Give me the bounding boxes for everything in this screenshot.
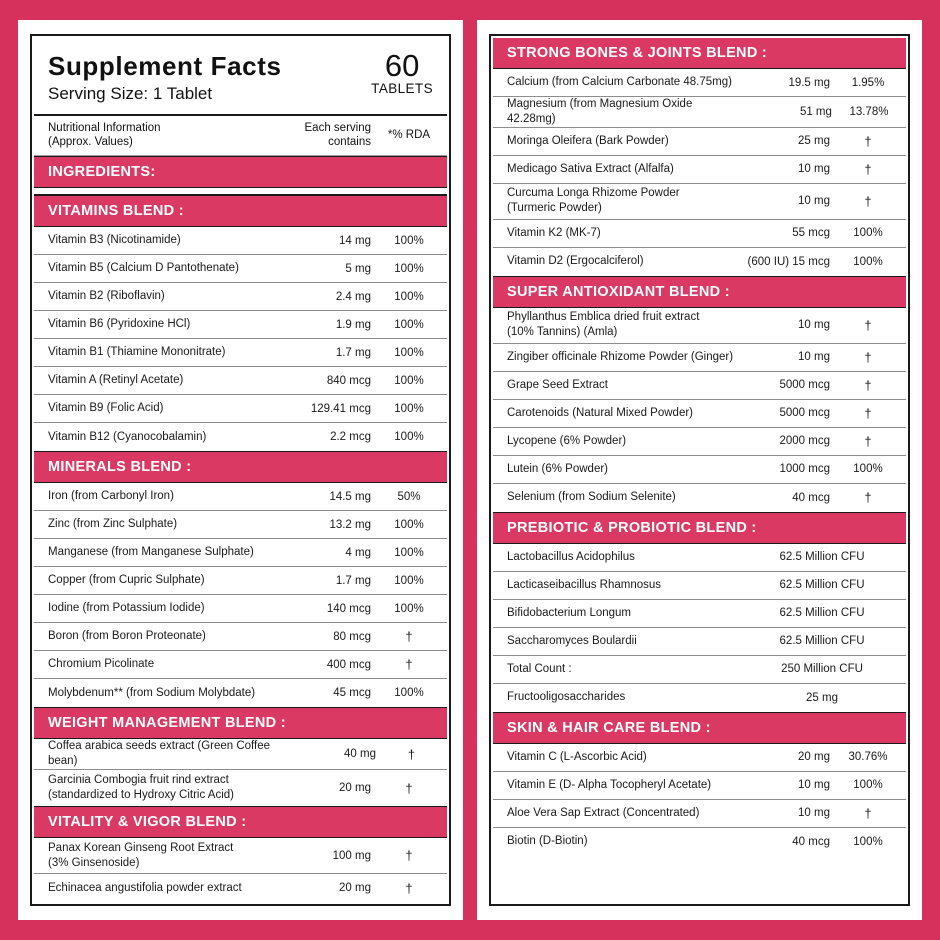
section-header: SKIN & HAIR CARE BLEND : xyxy=(493,712,906,744)
table-row xyxy=(493,572,906,600)
section-rows xyxy=(493,544,906,712)
dagger-icon: † xyxy=(864,377,872,393)
ingredient-rda xyxy=(830,162,906,177)
ingredient-rda xyxy=(830,318,906,333)
ingredient-name: Lacticaseibacillus Rhamnosus xyxy=(507,578,662,591)
ingredient-rda: 100% xyxy=(394,346,424,359)
table-row xyxy=(493,156,906,184)
ingredient-name: Lactobacillus Acidophilus xyxy=(507,550,635,563)
table-row xyxy=(34,339,447,367)
ingredient-rda: 100% xyxy=(853,227,883,240)
dagger-icon: † xyxy=(405,657,413,673)
section-header: VITAMINS BLEND : xyxy=(34,195,447,227)
table-row xyxy=(493,828,906,856)
ingredient-rda: 100% xyxy=(394,402,424,415)
ingredient-rda xyxy=(830,350,906,365)
ingredient-rda: 100% xyxy=(394,602,424,615)
ingredient-name: Magnesium (from Magnesium Oxide 42.28mg) xyxy=(507,98,693,125)
column-headers xyxy=(34,116,447,156)
ingredient-amount: 840 mcg xyxy=(326,374,371,387)
ingredient-amount: 80 mcg xyxy=(333,630,371,643)
ingredient-rda: 100% xyxy=(394,318,424,331)
table-row xyxy=(493,128,906,156)
ingredient-amount: (600 IU) 15 mcg xyxy=(747,255,830,268)
table-row xyxy=(493,684,906,712)
ingredient-name: Vitamin B5 (Calcium D Pantothenate) xyxy=(48,262,239,275)
ingredient-name: Fructooligosaccharides xyxy=(507,691,626,704)
table-row xyxy=(493,800,906,828)
dagger-icon: † xyxy=(405,848,413,863)
ingredient-rda: 100% xyxy=(394,374,424,387)
table-row xyxy=(493,744,906,772)
ingredient-rda xyxy=(830,134,906,149)
ingredient-amount: 129.41 mcg xyxy=(310,402,371,415)
ingredient-rda xyxy=(830,806,906,821)
ingredient-name-line2: (10% Tannins) (Amla) xyxy=(507,326,618,339)
table-row xyxy=(493,656,906,684)
dagger-icon: † xyxy=(864,349,872,365)
ingredient-name-line1: Panax Korean Ginseng Root Extract xyxy=(48,841,234,854)
ingredient-rda: 100% xyxy=(394,290,424,303)
ingredient-name: Coffea arabica seeds extract (Green Coffee bean) xyxy=(48,740,271,768)
ingredient-rda xyxy=(830,434,906,449)
ingredient-rda: 100% xyxy=(394,546,424,559)
ingredient-name: Chromium Picolinate xyxy=(48,658,155,671)
table-row xyxy=(34,595,447,623)
ingredient-amount: 250 Million CFU xyxy=(781,663,863,676)
ingredient-amount: 40 mcg xyxy=(792,491,830,504)
ingredient-amount: 1.7 mg xyxy=(335,346,371,359)
ingredient-rda: 100% xyxy=(394,518,424,531)
ingredient-amount: 10 mg xyxy=(798,779,830,792)
ingredient-name: Carotenoids (Natural Mixed Powder) xyxy=(507,406,693,419)
ingredient-rda: 100% xyxy=(394,262,424,275)
ingredient-name: Manganese (from Manganese Sulphate) xyxy=(48,546,254,559)
ingredient-amount: 2.2 mcg xyxy=(330,431,371,444)
ingredient-amount: 14 mg xyxy=(339,234,371,247)
ingredient-name: Vitamin B6 (Pyridoxine HCl) xyxy=(48,318,191,331)
ingredient-name: Iron (from Carbonyl Iron) xyxy=(48,490,174,503)
dagger-icon: † xyxy=(864,405,872,421)
dagger-icon: † xyxy=(864,805,872,821)
right-spacer xyxy=(493,856,906,902)
ingredient-amount: 62.5 Million CFU xyxy=(779,579,865,592)
ingredient-name: Vitamin B12 (Cyanocobalamin) xyxy=(48,430,207,443)
dagger-icon: † xyxy=(405,780,413,796)
table-row xyxy=(34,539,447,567)
ingredient-rda xyxy=(830,406,906,421)
ingredient-amount: 10 mg xyxy=(798,163,830,176)
column-header-amount-line1: Each serving xyxy=(304,121,371,134)
ingredient-amount: 1000 mcg xyxy=(779,463,830,476)
ingredient-name: Bifidobacterium Longum xyxy=(507,606,632,619)
ingredient-rda: 100% xyxy=(394,687,424,700)
page-title: Supplement Facts xyxy=(48,51,282,81)
ingredient-rda: 100% xyxy=(853,463,883,476)
ingredient-name-line1: Curcuma Longa Rhizome Powder xyxy=(507,187,680,200)
ingredient-amount: 45 mcg xyxy=(333,687,371,700)
ingredient-amount: 40 mg xyxy=(344,748,376,761)
column-header-name-line1: Nutritional Information xyxy=(48,121,161,134)
ingredient-name-line1: Phyllanthus Emblica dried fruit extract xyxy=(507,311,700,324)
ingredient-name xyxy=(34,773,279,803)
section-rows xyxy=(34,483,447,707)
table-row xyxy=(493,600,906,628)
left-sections xyxy=(34,195,447,902)
ingredient-rda: 50% xyxy=(397,490,421,503)
section-rows xyxy=(34,227,447,451)
ingredient-amount: 19.5 mg xyxy=(788,76,830,89)
table-row xyxy=(493,772,906,800)
dagger-icon: † xyxy=(864,161,872,177)
ingredient-name-line2: (standardized to Hydroxy Citric Acid) xyxy=(48,789,234,801)
table-row xyxy=(493,308,906,344)
dagger-icon: † xyxy=(864,133,872,149)
ingredient-name: Copper (from Cupric Sulphate) xyxy=(48,574,205,587)
table-row xyxy=(34,483,447,511)
ingredient-amount: 25 mg xyxy=(806,691,838,704)
section-rows xyxy=(493,308,906,512)
ingredient-name: Vitamin A (Retinyl Acetate) xyxy=(48,374,184,387)
ingredient-name: Vitamin K2 (MK-7) xyxy=(507,226,601,239)
ingredient-rda xyxy=(371,881,447,896)
column-header-name-line2: (Approx. Values) xyxy=(48,136,133,149)
dagger-icon: † xyxy=(405,629,413,645)
ingredient-name: Vitamin B3 (Nicotinamide) xyxy=(48,234,181,247)
ingredient-name: Vitamin C (L-Ascorbic Acid) xyxy=(507,750,647,763)
ingredient-amount: 62.5 Million CFU xyxy=(779,551,865,564)
table-row xyxy=(34,395,447,423)
serving-size: Serving Size: 1 Tablet xyxy=(48,83,213,103)
ingredient-rda: 100% xyxy=(394,574,424,587)
table-row xyxy=(34,739,447,770)
column-header-amount xyxy=(279,121,371,150)
ingredient-amount: 14.5 mg xyxy=(329,490,371,503)
ingredient-name: Zinc (from Zinc Sulphate) xyxy=(48,518,178,531)
ingredient-name: Aloe Vera Sap Extract (Concentrated) xyxy=(507,806,700,819)
ingredient-amount: 13.2 mg xyxy=(329,518,371,531)
table-row xyxy=(34,623,447,651)
ingredients-blank-row xyxy=(34,188,447,196)
ingredient-amount: 140 mcg xyxy=(326,602,371,615)
ingredient-name: Vitamin B2 (Riboflavin) xyxy=(48,290,165,303)
table-row xyxy=(34,255,447,283)
ingredient-name: Echinacea angustifolia powder extract xyxy=(48,881,242,894)
ingredient-name: Selenium (from Sodium Selenite) xyxy=(507,491,676,504)
table-row xyxy=(493,484,906,512)
ingredient-amount: 5000 mcg xyxy=(779,407,830,420)
ingredient-name: Moringa Oleifera (Bark Powder) xyxy=(507,134,669,147)
section-header: MINERALS BLEND : xyxy=(34,451,447,483)
section-rows xyxy=(34,739,447,806)
section-header: VITALITY & VIGOR BLEND : xyxy=(34,806,447,838)
ingredient-name: Lycopene (6% Powder) xyxy=(507,434,627,447)
ingredient-amount: 51 mg xyxy=(799,105,832,118)
table-row xyxy=(34,423,447,451)
table-row xyxy=(34,227,447,255)
ingredient-rda: 30.76% xyxy=(848,751,888,764)
table-row xyxy=(493,628,906,656)
ingredient-rda: 13.78% xyxy=(849,105,889,118)
table-row xyxy=(493,344,906,372)
ingredient-rda: 100% xyxy=(853,835,883,848)
ingredient-rda xyxy=(371,657,447,672)
table-row xyxy=(493,544,906,572)
ingredient-amount: 5 mg xyxy=(345,262,371,275)
ingredient-rda xyxy=(371,781,447,796)
column-header-rda: *% RDA xyxy=(387,128,431,141)
table-row xyxy=(34,770,447,806)
ingredient-name: Saccharomyces Boulardii xyxy=(507,634,637,647)
table-row xyxy=(34,283,447,311)
section-rows xyxy=(493,744,906,856)
ingredient-amount: 20 mg xyxy=(339,782,371,794)
ingredient-rda: 1.95% xyxy=(851,76,885,89)
ingredient-name: Vitamin E (D- Alpha Tocopheryl Acetate) xyxy=(507,778,712,791)
dagger-icon: † xyxy=(864,317,872,333)
ingredient-name xyxy=(493,186,738,216)
section-header: SUPER ANTIOXIDANT BLEND : xyxy=(493,276,906,308)
ingredient-amount: 10 mg xyxy=(798,195,830,208)
ingredient-name xyxy=(34,841,279,871)
dagger-icon: † xyxy=(864,490,872,506)
masthead xyxy=(34,38,447,116)
ingredient-rda xyxy=(376,747,447,762)
ingredient-name: Total Count : xyxy=(507,662,572,675)
ingredient-amount: 10 mg xyxy=(798,807,830,820)
table-row xyxy=(493,97,906,128)
dagger-icon: † xyxy=(405,880,413,896)
section-rows xyxy=(493,69,906,276)
ingredient-amount: 62.5 Million CFU xyxy=(779,635,865,648)
ingredient-name: Biotin (D-Biotin) xyxy=(507,835,588,848)
ingredient-amount: 10 mg xyxy=(798,351,830,364)
table-row xyxy=(493,69,906,97)
left-panel xyxy=(18,20,463,920)
ingredient-name: Lutein (6% Powder) xyxy=(507,462,608,475)
ingredient-amount: 55 mcg xyxy=(792,227,830,240)
ingredient-rda xyxy=(830,378,906,393)
left-panel-table xyxy=(30,34,451,906)
ingredient-amount: 20 mg xyxy=(798,751,830,764)
ingredient-name: Zingiber officinale Rhizome Powder (Ginger) xyxy=(507,350,734,363)
ingredient-name-line2: (Turmeric Powder) xyxy=(507,202,602,215)
ingredient-amount: 2000 mcg xyxy=(779,435,830,448)
ingredient-name: Grape Seed Extract xyxy=(507,378,608,391)
ingredient-amount: 40 mcg xyxy=(792,835,830,848)
ingredient-amount: 20 mg xyxy=(339,882,371,894)
ingredient-amount: 2.4 mg xyxy=(335,290,371,303)
ingredient-amount: 10 mg xyxy=(798,319,830,332)
section-header: STRONG BONES & JOINTS BLEND : xyxy=(493,38,906,69)
table-row xyxy=(34,511,447,539)
ingredient-amount: 1.7 mg xyxy=(335,574,371,587)
ingredient-name: Boron (from Boron Proteonate) xyxy=(48,630,206,643)
ingredient-rda xyxy=(371,848,447,863)
ingredient-rda xyxy=(830,490,906,505)
tablet-count-number: 60 xyxy=(384,48,420,83)
section-rows xyxy=(34,838,447,902)
right-panel xyxy=(477,20,922,920)
table-row xyxy=(493,372,906,400)
section-header: PREBIOTIC & PROBIOTIC BLEND : xyxy=(493,512,906,544)
dagger-icon: † xyxy=(864,193,872,209)
ingredient-rda xyxy=(830,194,906,209)
table-row xyxy=(34,311,447,339)
ingredient-name-line2: (3% Ginsenoside) xyxy=(48,856,140,869)
ingredient-amount: 400 mcg xyxy=(326,658,371,671)
column-header-amount-line2: contains xyxy=(328,136,371,149)
section-header: WEIGHT MANAGEMENT BLEND : xyxy=(34,707,447,739)
ingredient-name: Medicago Sativa Extract (Alfalfa) xyxy=(507,162,674,175)
table-row xyxy=(493,248,906,276)
table-row xyxy=(493,220,906,248)
right-panel-table xyxy=(489,34,910,906)
table-row xyxy=(493,456,906,484)
ingredient-name-line1: Garcinia Combogia fruit rind extract xyxy=(48,774,229,787)
masthead-text xyxy=(48,50,282,104)
ingredient-amount: 1.9 mg xyxy=(335,318,371,331)
ingredient-name: Vitamin D2 (Ergocalciferol) xyxy=(507,255,644,268)
ingredient-rda: 100% xyxy=(853,779,883,792)
tablet-count xyxy=(361,50,433,96)
dagger-icon: † xyxy=(407,746,416,762)
table-row xyxy=(34,838,447,874)
ingredient-rda: 100% xyxy=(394,234,424,247)
ingredient-name: Iodine (from Potassium Iodide) xyxy=(48,602,205,615)
right-sections xyxy=(493,38,906,856)
ingredient-name: Calcium (from Calcium Carbonate 48.75mg) xyxy=(507,76,732,89)
tablet-count-unit: TABLETS xyxy=(371,80,433,96)
table-row xyxy=(34,567,447,595)
ingredient-rda: 100% xyxy=(394,431,424,444)
ingredient-name xyxy=(493,310,738,340)
table-row xyxy=(34,679,447,707)
ingredient-amount: 25 mg xyxy=(798,135,830,148)
table-row xyxy=(34,874,447,902)
ingredient-rda: 100% xyxy=(853,255,883,268)
ingredient-rda xyxy=(371,629,447,644)
table-row xyxy=(34,651,447,679)
ingredient-name: Molybdenum** (from Sodium Molybdate) xyxy=(48,686,256,699)
ingredient-amount: 4 mg xyxy=(345,546,371,559)
table-row xyxy=(34,367,447,395)
ingredient-amount: 5000 mcg xyxy=(779,379,830,392)
ingredients-header: INGREDIENTS: xyxy=(34,156,447,188)
dagger-icon: † xyxy=(864,433,872,449)
ingredient-name: Vitamin B1 (Thiamine Mononitrate) xyxy=(48,346,226,359)
table-row xyxy=(493,428,906,456)
ingredient-amount: 100 mg xyxy=(332,849,371,862)
ingredient-amount: 62.5 Million CFU xyxy=(779,607,865,620)
table-row xyxy=(493,400,906,428)
column-header-name xyxy=(34,121,279,150)
ingredient-name: Vitamin B9 (Folic Acid) xyxy=(48,402,164,415)
table-row xyxy=(493,184,906,220)
